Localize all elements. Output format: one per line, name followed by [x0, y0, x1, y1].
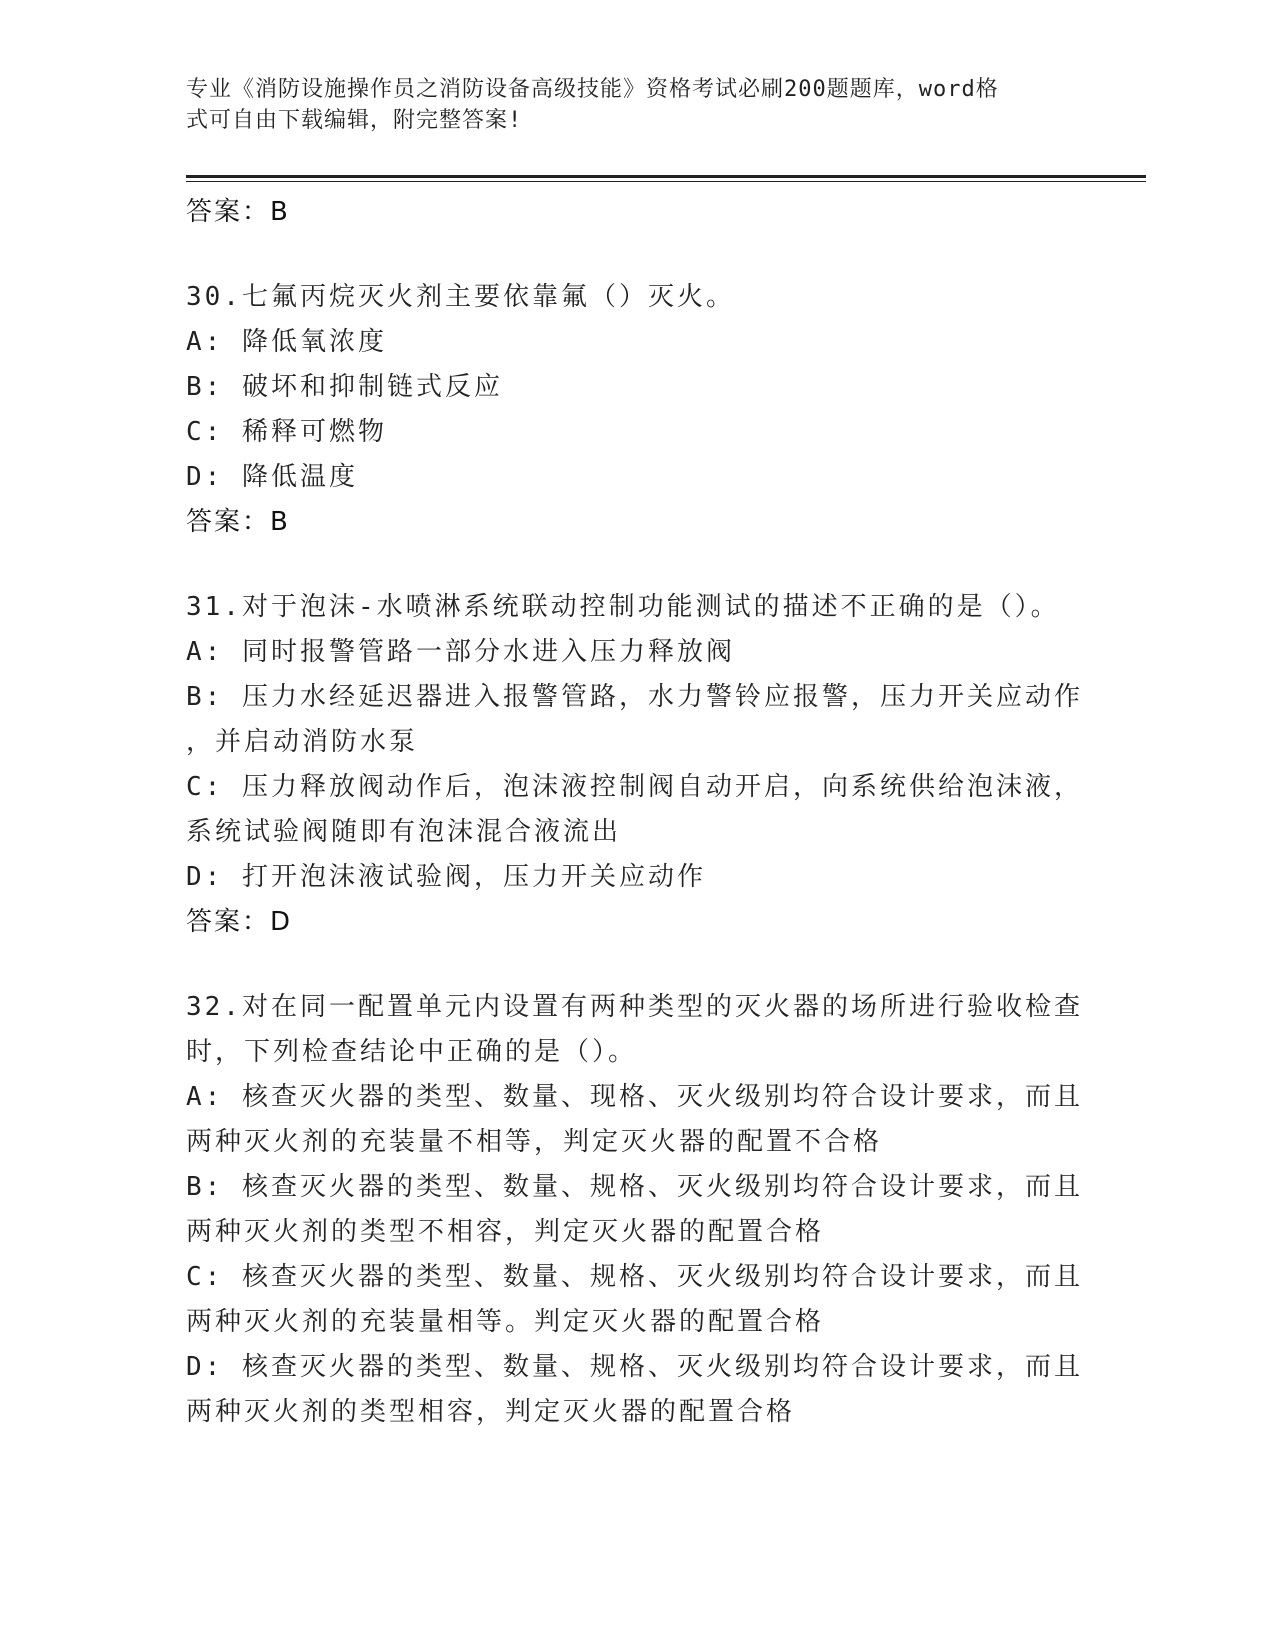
option-a-line-1: A: 核查灭火器的类型、数量、现格、灭火级别均符合设计要求，而且 [186, 1082, 1083, 1112]
answer: 答案：D [186, 907, 293, 937]
option-d: D: 降低温度 [186, 462, 358, 492]
previous-answer: 答案：B [186, 197, 290, 227]
question-31 [186, 585, 1086, 945]
option-b: B: 破坏和抑制链式反应 [186, 372, 503, 402]
question-text: 30.七氟丙烷灭火剂主要依靠氟（）灭火。 [186, 282, 735, 312]
header-rule-thick [186, 175, 1146, 178]
spacer [186, 545, 1086, 585]
header-line-2: 式可自由下载编辑，附完整答案! [186, 108, 523, 133]
spacer [186, 945, 1086, 985]
option-c-line-1: C: 核查灭火器的类型、数量、规格、灭火级别均符合设计要求，而且 [186, 1262, 1083, 1292]
option-c-line-1: C: 压力释放阀动作后，泡沫液控制阀自动开启，向系统供给泡沫液， [186, 772, 1083, 802]
question-text-line-2: 时，下列检查结论中正确的是（）。 [186, 1037, 638, 1067]
option-c-line-2: 系统试验阀随即有泡沫混合液流出 [186, 817, 622, 847]
header-rule-thin [186, 181, 1146, 182]
question-30 [186, 275, 1086, 545]
document-header [186, 74, 1066, 136]
answer: 答案：B [186, 507, 290, 537]
option-b-line-2: ，并启动消防水泵 [186, 727, 419, 757]
option-b-line-1: B: 压力水经延迟器进入报警管路，水力警铃应报警，压力开关应动作 [186, 682, 1083, 712]
header-line-1: 专业《消防设施操作员之消防设备高级技能》资格考试必刷200题题库，word格 [186, 77, 999, 102]
question-text: 31.对于泡沫-水喷淋系统联动控制功能测试的描述不正确的是（）。 [186, 592, 1060, 622]
spacer [186, 235, 1086, 275]
option-d-line-1: D: 核查灭火器的类型、数量、规格、灭火级别均符合设计要求，而且 [186, 1352, 1083, 1382]
option-a: A: 同时报警管路一部分水进入压力释放阀 [186, 637, 735, 667]
option-b-line-1: B: 核查灭火器的类型、数量、规格、灭火级别均符合设计要求，而且 [186, 1172, 1083, 1202]
document-body [186, 190, 1086, 1435]
option-d: D: 打开泡沫液试验阀，压力开关应动作 [186, 862, 706, 892]
option-b-line-2: 两种灭火剂的类型不相容，判定灭火器的配置合格 [186, 1217, 825, 1247]
option-a: A: 降低氧浓度 [186, 327, 387, 357]
option-c: C: 稀释可燃物 [186, 417, 387, 447]
option-a-line-2: 两种灭火剂的充装量不相等，判定灭火器的配置不合格 [186, 1127, 883, 1157]
option-d-line-2: 两种灭火剂的类型相容，判定灭火器的配置合格 [186, 1397, 796, 1427]
option-c-line-2: 两种灭火剂的充装量相等。判定灭火器的配置合格 [186, 1307, 825, 1337]
question-32 [186, 985, 1086, 1435]
question-text-line-1: 32.对在同一配置单元内设置有两种类型的灭火器的场所进行验收检查 [186, 992, 1083, 1022]
